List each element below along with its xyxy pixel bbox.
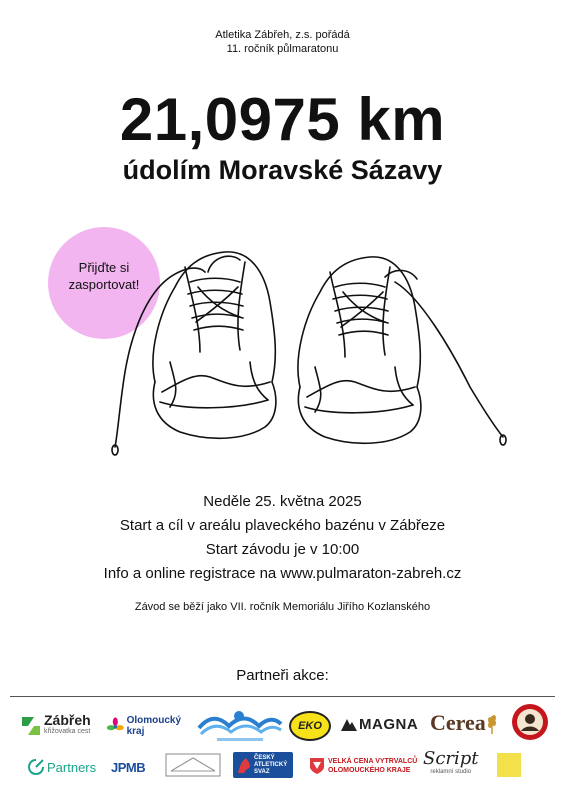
construction-company-logo: [165, 753, 221, 777]
distance-heading: 21,0975 km: [119, 86, 446, 153]
script-logo: [423, 750, 479, 778]
velka-line-2: OLOMOUCKÉHO KRAJE: [328, 767, 411, 774]
zabreh-logo: [22, 711, 100, 741]
running-shoes-illustration: [100, 232, 520, 462]
cas-logo: [233, 752, 293, 778]
olomoucky-kraj-logo: [106, 712, 190, 740]
route-subtitle: údolím Moravské Sázavy: [122, 155, 443, 185]
pub-emblem-logo: [511, 703, 549, 741]
cas-lion-icon: [236, 755, 252, 775]
magna-label: MAGNA: [359, 715, 419, 733]
left-shoe-icon: [112, 252, 276, 455]
registration-info: Info a online registrace na www.pulmaraton-zabreh.cz: [103, 565, 462, 582]
memorial-note: Závod se běží jako VII. ročník Memoriálu Jiřího Kozlanského: [134, 601, 431, 613]
script-tagline: reklamní studio: [430, 769, 472, 775]
script-name: Script: [423, 748, 479, 769]
partners-label: Partners: [47, 759, 97, 775]
event-date: Neděle 25. května 2025: [203, 493, 362, 510]
edition-line: 11. ročník půlmaratonu: [226, 43, 339, 55]
olomoucky-flower-icon: [106, 715, 125, 737]
event-start-time: Start závodu je v 10:00: [205, 541, 360, 558]
velka-cena-logo: [309, 755, 417, 777]
partners-title: Partneři akce:: [236, 667, 329, 684]
zabreh-mark-icon: [22, 717, 40, 735]
water-park-logo: [197, 708, 283, 744]
organizer-text: [0, 28, 565, 56]
wheat-icon: [486, 712, 498, 734]
event-info: [0, 490, 565, 586]
cas-line-1: ČESKÝ: [254, 754, 275, 761]
cerea-label: Cerea: [430, 710, 486, 735]
right-shoe-icon: [298, 257, 506, 445]
invite-line-1: Přijďte si: [78, 260, 130, 275]
eko-logo: EKO: [289, 711, 331, 741]
organizer-line: Atletika Zábřeh, z.s. pořádá: [215, 29, 350, 41]
magna-logo: [341, 714, 418, 734]
velka-line-1: VELKÁ CENA VYTRVALCŮ: [328, 758, 418, 765]
invite-line-2: zasportovat!: [68, 277, 140, 292]
partners-leaf-icon: [28, 759, 44, 775]
shield-icon: [309, 757, 325, 775]
jpmb-logo: [111, 757, 145, 777]
zabreh-name: Zábřeh: [44, 712, 91, 728]
cerea-logo: [430, 710, 498, 736]
magna-mountain-icon: [341, 717, 357, 731]
divider: [10, 696, 555, 697]
yellow-square-logo: [497, 753, 521, 777]
olomoucky-label: Olomoucký kraj: [126, 715, 182, 737]
cas-line-3: SVAZ: [254, 768, 270, 775]
jpmb-label: JPMB: [111, 759, 146, 775]
zabreh-tagline: křižovatka cest: [44, 728, 91, 735]
partners-logo: [28, 757, 96, 777]
cas-line-2: ATLETICKÝ: [254, 761, 288, 768]
event-place: Start a cíl v areálu plaveckého bazénu v Zábřeze: [119, 517, 446, 534]
